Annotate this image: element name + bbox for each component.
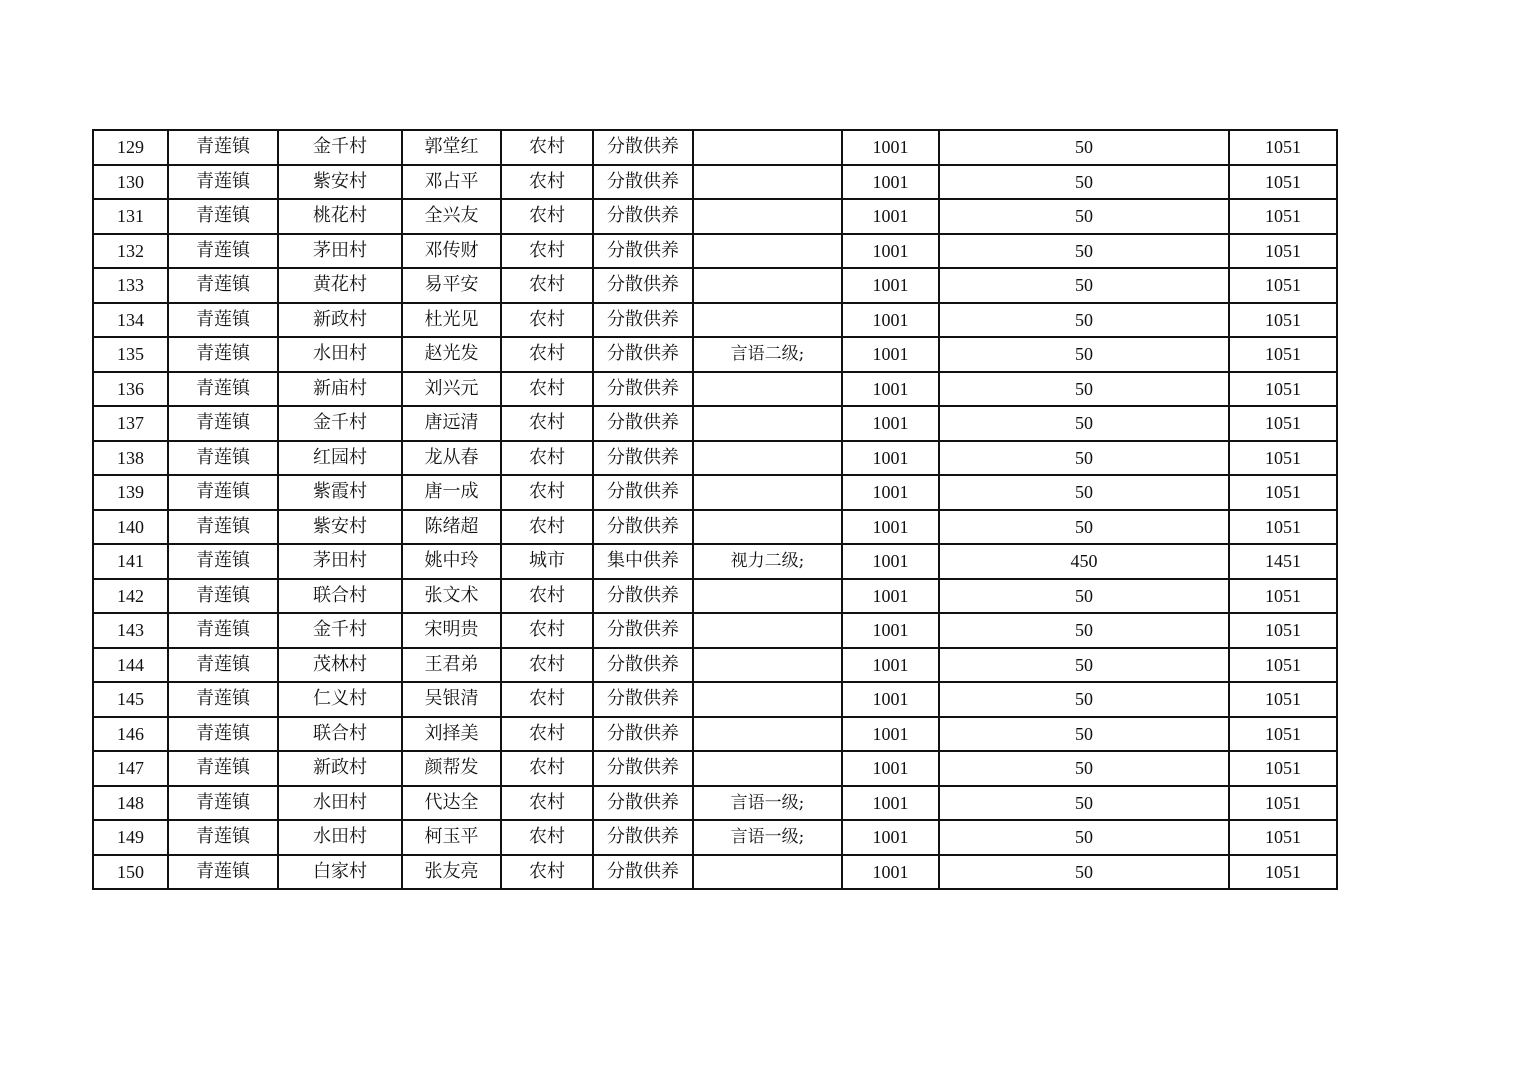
cell-residence-type: 农村	[501, 648, 593, 683]
cell-disability-level	[693, 648, 842, 683]
cell-village: 桃花村	[278, 199, 402, 234]
cell-town: 青莲镇	[168, 751, 278, 786]
table-row	[93, 648, 1337, 683]
cell-residence-type: 农村	[501, 441, 593, 476]
cell-disability-level	[693, 579, 842, 614]
cell-support-type: 分散供养	[593, 510, 693, 545]
cell-serial-number: 148	[93, 786, 168, 821]
cell-total-amount: 1051	[1229, 199, 1337, 234]
table-row	[93, 751, 1337, 786]
cell-village: 紫安村	[278, 165, 402, 200]
cell-disability-level	[693, 234, 842, 269]
cell-village: 水田村	[278, 337, 402, 372]
cell-subsidy-amount: 50	[939, 648, 1229, 683]
cell-support-type: 分散供养	[593, 475, 693, 510]
cell-town: 青莲镇	[168, 199, 278, 234]
cell-base-amount: 1001	[842, 510, 939, 545]
table-row	[93, 613, 1337, 648]
cell-serial-number: 139	[93, 475, 168, 510]
cell-base-amount: 1001	[842, 786, 939, 821]
cell-serial-number: 141	[93, 544, 168, 579]
cell-residence-type: 农村	[501, 855, 593, 890]
cell-town: 青莲镇	[168, 130, 278, 165]
cell-support-type: 分散供养	[593, 234, 693, 269]
cell-support-type: 分散供养	[593, 441, 693, 476]
cell-village: 新政村	[278, 303, 402, 338]
cell-support-type: 分散供养	[593, 406, 693, 441]
cell-town: 青莲镇	[168, 648, 278, 683]
cell-town: 青莲镇	[168, 234, 278, 269]
cell-support-type: 分散供养	[593, 165, 693, 200]
cell-serial-number: 138	[93, 441, 168, 476]
cell-residence-type: 农村	[501, 579, 593, 614]
cell-total-amount: 1051	[1229, 234, 1337, 269]
cell-person-name: 王君弟	[402, 648, 501, 683]
cell-base-amount: 1001	[842, 337, 939, 372]
cell-town: 青莲镇	[168, 303, 278, 338]
cell-base-amount: 1001	[842, 441, 939, 476]
cell-support-type: 集中供养	[593, 544, 693, 579]
cell-person-name: 全兴友	[402, 199, 501, 234]
table-row	[93, 337, 1337, 372]
cell-subsidy-amount: 50	[939, 441, 1229, 476]
cell-subsidy-amount: 50	[939, 717, 1229, 752]
cell-total-amount: 1051	[1229, 337, 1337, 372]
cell-base-amount: 1001	[842, 717, 939, 752]
cell-village: 茅田村	[278, 544, 402, 579]
cell-serial-number: 149	[93, 820, 168, 855]
cell-town: 青莲镇	[168, 682, 278, 717]
cell-subsidy-amount: 50	[939, 579, 1229, 614]
table-row	[93, 820, 1337, 855]
cell-support-type: 分散供养	[593, 130, 693, 165]
table-row	[93, 372, 1337, 407]
cell-total-amount: 1051	[1229, 682, 1337, 717]
cell-person-name: 陈绪超	[402, 510, 501, 545]
cell-village: 红园村	[278, 441, 402, 476]
cell-support-type: 分散供养	[593, 372, 693, 407]
cell-support-type: 分散供养	[593, 337, 693, 372]
cell-total-amount: 1051	[1229, 579, 1337, 614]
cell-total-amount: 1051	[1229, 820, 1337, 855]
cell-base-amount: 1001	[842, 303, 939, 338]
cell-town: 青莲镇	[168, 406, 278, 441]
table-row	[93, 441, 1337, 476]
cell-serial-number: 147	[93, 751, 168, 786]
cell-total-amount: 1051	[1229, 372, 1337, 407]
cell-town: 青莲镇	[168, 544, 278, 579]
cell-support-type: 分散供养	[593, 199, 693, 234]
cell-person-name: 张友亮	[402, 855, 501, 890]
cell-base-amount: 1001	[842, 199, 939, 234]
cell-town: 青莲镇	[168, 165, 278, 200]
cell-base-amount: 1001	[842, 751, 939, 786]
cell-town: 青莲镇	[168, 717, 278, 752]
cell-disability-level: 言语二级;	[693, 337, 842, 372]
cell-village: 新政村	[278, 751, 402, 786]
cell-residence-type: 农村	[501, 234, 593, 269]
cell-person-name: 姚中玲	[402, 544, 501, 579]
cell-disability-level	[693, 441, 842, 476]
cell-subsidy-amount: 50	[939, 820, 1229, 855]
cell-base-amount: 1001	[842, 130, 939, 165]
cell-town: 青莲镇	[168, 441, 278, 476]
cell-subsidy-amount: 50	[939, 303, 1229, 338]
cell-town: 青莲镇	[168, 820, 278, 855]
table-row	[93, 717, 1337, 752]
cell-subsidy-amount: 50	[939, 510, 1229, 545]
cell-subsidy-amount: 50	[939, 613, 1229, 648]
cell-disability-level	[693, 303, 842, 338]
cell-serial-number: 136	[93, 372, 168, 407]
cell-subsidy-amount: 50	[939, 751, 1229, 786]
cell-subsidy-amount: 50	[939, 199, 1229, 234]
cell-disability-level	[693, 165, 842, 200]
cell-serial-number: 135	[93, 337, 168, 372]
cell-disability-level	[693, 130, 842, 165]
cell-disability-level: 视力二级;	[693, 544, 842, 579]
cell-total-amount: 1051	[1229, 717, 1337, 752]
table-row	[93, 579, 1337, 614]
table-row	[93, 199, 1337, 234]
cell-subsidy-amount: 50	[939, 372, 1229, 407]
cell-serial-number: 143	[93, 613, 168, 648]
cell-support-type: 分散供养	[593, 648, 693, 683]
cell-base-amount: 1001	[842, 682, 939, 717]
cell-town: 青莲镇	[168, 579, 278, 614]
cell-residence-type: 农村	[501, 372, 593, 407]
cell-support-type: 分散供养	[593, 820, 693, 855]
cell-subsidy-amount: 50	[939, 682, 1229, 717]
table-body	[93, 130, 1337, 889]
cell-serial-number: 144	[93, 648, 168, 683]
cell-serial-number: 133	[93, 268, 168, 303]
cell-support-type: 分散供养	[593, 855, 693, 890]
cell-total-amount: 1051	[1229, 406, 1337, 441]
cell-serial-number: 131	[93, 199, 168, 234]
cell-base-amount: 1001	[842, 475, 939, 510]
cell-total-amount: 1051	[1229, 165, 1337, 200]
cell-support-type: 分散供养	[593, 303, 693, 338]
cell-person-name: 邓传财	[402, 234, 501, 269]
cell-total-amount: 1051	[1229, 130, 1337, 165]
cell-support-type: 分散供养	[593, 579, 693, 614]
cell-subsidy-amount: 50	[939, 786, 1229, 821]
cell-person-name: 邓占平	[402, 165, 501, 200]
cell-disability-level: 言语一级;	[693, 786, 842, 821]
cell-residence-type: 农村	[501, 510, 593, 545]
cell-person-name: 唐一成	[402, 475, 501, 510]
cell-residence-type: 农村	[501, 406, 593, 441]
cell-subsidy-amount: 50	[939, 130, 1229, 165]
cell-village: 金千村	[278, 130, 402, 165]
cell-disability-level	[693, 682, 842, 717]
cell-total-amount: 1451	[1229, 544, 1337, 579]
cell-person-name: 龙从春	[402, 441, 501, 476]
cell-serial-number: 140	[93, 510, 168, 545]
cell-person-name: 颜帮发	[402, 751, 501, 786]
cell-village: 茂林村	[278, 648, 402, 683]
cell-person-name: 张文术	[402, 579, 501, 614]
cell-base-amount: 1001	[842, 820, 939, 855]
cell-subsidy-amount: 450	[939, 544, 1229, 579]
table-row	[93, 130, 1337, 165]
cell-total-amount: 1051	[1229, 441, 1337, 476]
cell-serial-number: 146	[93, 717, 168, 752]
cell-residence-type: 农村	[501, 613, 593, 648]
cell-disability-level	[693, 372, 842, 407]
cell-disability-level	[693, 475, 842, 510]
cell-village: 金千村	[278, 613, 402, 648]
cell-village: 新庙村	[278, 372, 402, 407]
table-row	[93, 406, 1337, 441]
cell-disability-level	[693, 613, 842, 648]
cell-base-amount: 1001	[842, 234, 939, 269]
cell-residence-type: 农村	[501, 820, 593, 855]
cell-person-name: 杜光见	[402, 303, 501, 338]
cell-serial-number: 142	[93, 579, 168, 614]
cell-base-amount: 1001	[842, 579, 939, 614]
cell-village: 水田村	[278, 786, 402, 821]
cell-town: 青莲镇	[168, 510, 278, 545]
cell-town: 青莲镇	[168, 372, 278, 407]
cell-person-name: 刘择美	[402, 717, 501, 752]
cell-serial-number: 129	[93, 130, 168, 165]
cell-total-amount: 1051	[1229, 751, 1337, 786]
cell-base-amount: 1001	[842, 855, 939, 890]
cell-village: 仁义村	[278, 682, 402, 717]
cell-serial-number: 137	[93, 406, 168, 441]
cell-village: 白家村	[278, 855, 402, 890]
cell-residence-type: 农村	[501, 717, 593, 752]
cell-person-name: 易平安	[402, 268, 501, 303]
cell-serial-number: 134	[93, 303, 168, 338]
cell-person-name: 郭堂红	[402, 130, 501, 165]
cell-residence-type: 城市	[501, 544, 593, 579]
cell-support-type: 分散供养	[593, 717, 693, 752]
cell-person-name: 代达全	[402, 786, 501, 821]
cell-base-amount: 1001	[842, 544, 939, 579]
cell-total-amount: 1051	[1229, 510, 1337, 545]
cell-subsidy-amount: 50	[939, 475, 1229, 510]
cell-person-name: 赵光发	[402, 337, 501, 372]
table-row	[93, 682, 1337, 717]
cell-town: 青莲镇	[168, 337, 278, 372]
table-row	[93, 510, 1337, 545]
cell-disability-level	[693, 717, 842, 752]
cell-support-type: 分散供养	[593, 751, 693, 786]
cell-village: 紫安村	[278, 510, 402, 545]
cell-subsidy-amount: 50	[939, 406, 1229, 441]
cell-total-amount: 1051	[1229, 786, 1337, 821]
cell-town: 青莲镇	[168, 613, 278, 648]
cell-person-name: 刘兴元	[402, 372, 501, 407]
cell-village: 水田村	[278, 820, 402, 855]
cell-person-name: 宋明贵	[402, 613, 501, 648]
cell-town: 青莲镇	[168, 475, 278, 510]
cell-support-type: 分散供养	[593, 268, 693, 303]
cell-base-amount: 1001	[842, 406, 939, 441]
cell-total-amount: 1051	[1229, 613, 1337, 648]
cell-village: 黄花村	[278, 268, 402, 303]
cell-disability-level	[693, 751, 842, 786]
cell-subsidy-amount: 50	[939, 268, 1229, 303]
cell-village: 茅田村	[278, 234, 402, 269]
cell-serial-number: 145	[93, 682, 168, 717]
cell-total-amount: 1051	[1229, 855, 1337, 890]
cell-disability-level	[693, 406, 842, 441]
cell-village: 联合村	[278, 579, 402, 614]
cell-subsidy-amount: 50	[939, 855, 1229, 890]
cell-person-name: 吴银清	[402, 682, 501, 717]
cell-village: 联合村	[278, 717, 402, 752]
cell-disability-level	[693, 510, 842, 545]
cell-support-type: 分散供养	[593, 613, 693, 648]
cell-base-amount: 1001	[842, 268, 939, 303]
cell-town: 青莲镇	[168, 268, 278, 303]
cell-residence-type: 农村	[501, 786, 593, 821]
cell-total-amount: 1051	[1229, 303, 1337, 338]
cell-base-amount: 1001	[842, 613, 939, 648]
cell-residence-type: 农村	[501, 751, 593, 786]
cell-total-amount: 1051	[1229, 475, 1337, 510]
cell-person-name: 唐远清	[402, 406, 501, 441]
cell-residence-type: 农村	[501, 130, 593, 165]
cell-base-amount: 1001	[842, 372, 939, 407]
table-row	[93, 165, 1337, 200]
cell-residence-type: 农村	[501, 268, 593, 303]
cell-disability-level	[693, 199, 842, 234]
cell-total-amount: 1051	[1229, 268, 1337, 303]
cell-village: 紫霞村	[278, 475, 402, 510]
cell-residence-type: 农村	[501, 199, 593, 234]
cell-subsidy-amount: 50	[939, 165, 1229, 200]
table-row	[93, 855, 1337, 890]
cell-serial-number: 150	[93, 855, 168, 890]
cell-residence-type: 农村	[501, 165, 593, 200]
cell-base-amount: 1001	[842, 648, 939, 683]
cell-serial-number: 130	[93, 165, 168, 200]
cell-support-type: 分散供养	[593, 786, 693, 821]
cell-total-amount: 1051	[1229, 648, 1337, 683]
cell-subsidy-amount: 50	[939, 234, 1229, 269]
cell-town: 青莲镇	[168, 855, 278, 890]
cell-base-amount: 1001	[842, 165, 939, 200]
cell-disability-level	[693, 268, 842, 303]
cell-serial-number: 132	[93, 234, 168, 269]
cell-disability-level	[693, 855, 842, 890]
table-row	[93, 234, 1337, 269]
cell-residence-type: 农村	[501, 682, 593, 717]
cell-disability-level: 言语一级;	[693, 820, 842, 855]
table-row	[93, 303, 1337, 338]
cell-subsidy-amount: 50	[939, 337, 1229, 372]
cell-support-type: 分散供养	[593, 682, 693, 717]
table-row	[93, 268, 1337, 303]
cell-town: 青莲镇	[168, 786, 278, 821]
data-table	[92, 129, 1338, 890]
cell-residence-type: 农村	[501, 303, 593, 338]
cell-person-name: 柯玉平	[402, 820, 501, 855]
cell-residence-type: 农村	[501, 475, 593, 510]
cell-residence-type: 农村	[501, 337, 593, 372]
table-row	[93, 786, 1337, 821]
table-row	[93, 544, 1337, 579]
cell-village: 金千村	[278, 406, 402, 441]
table-row	[93, 475, 1337, 510]
